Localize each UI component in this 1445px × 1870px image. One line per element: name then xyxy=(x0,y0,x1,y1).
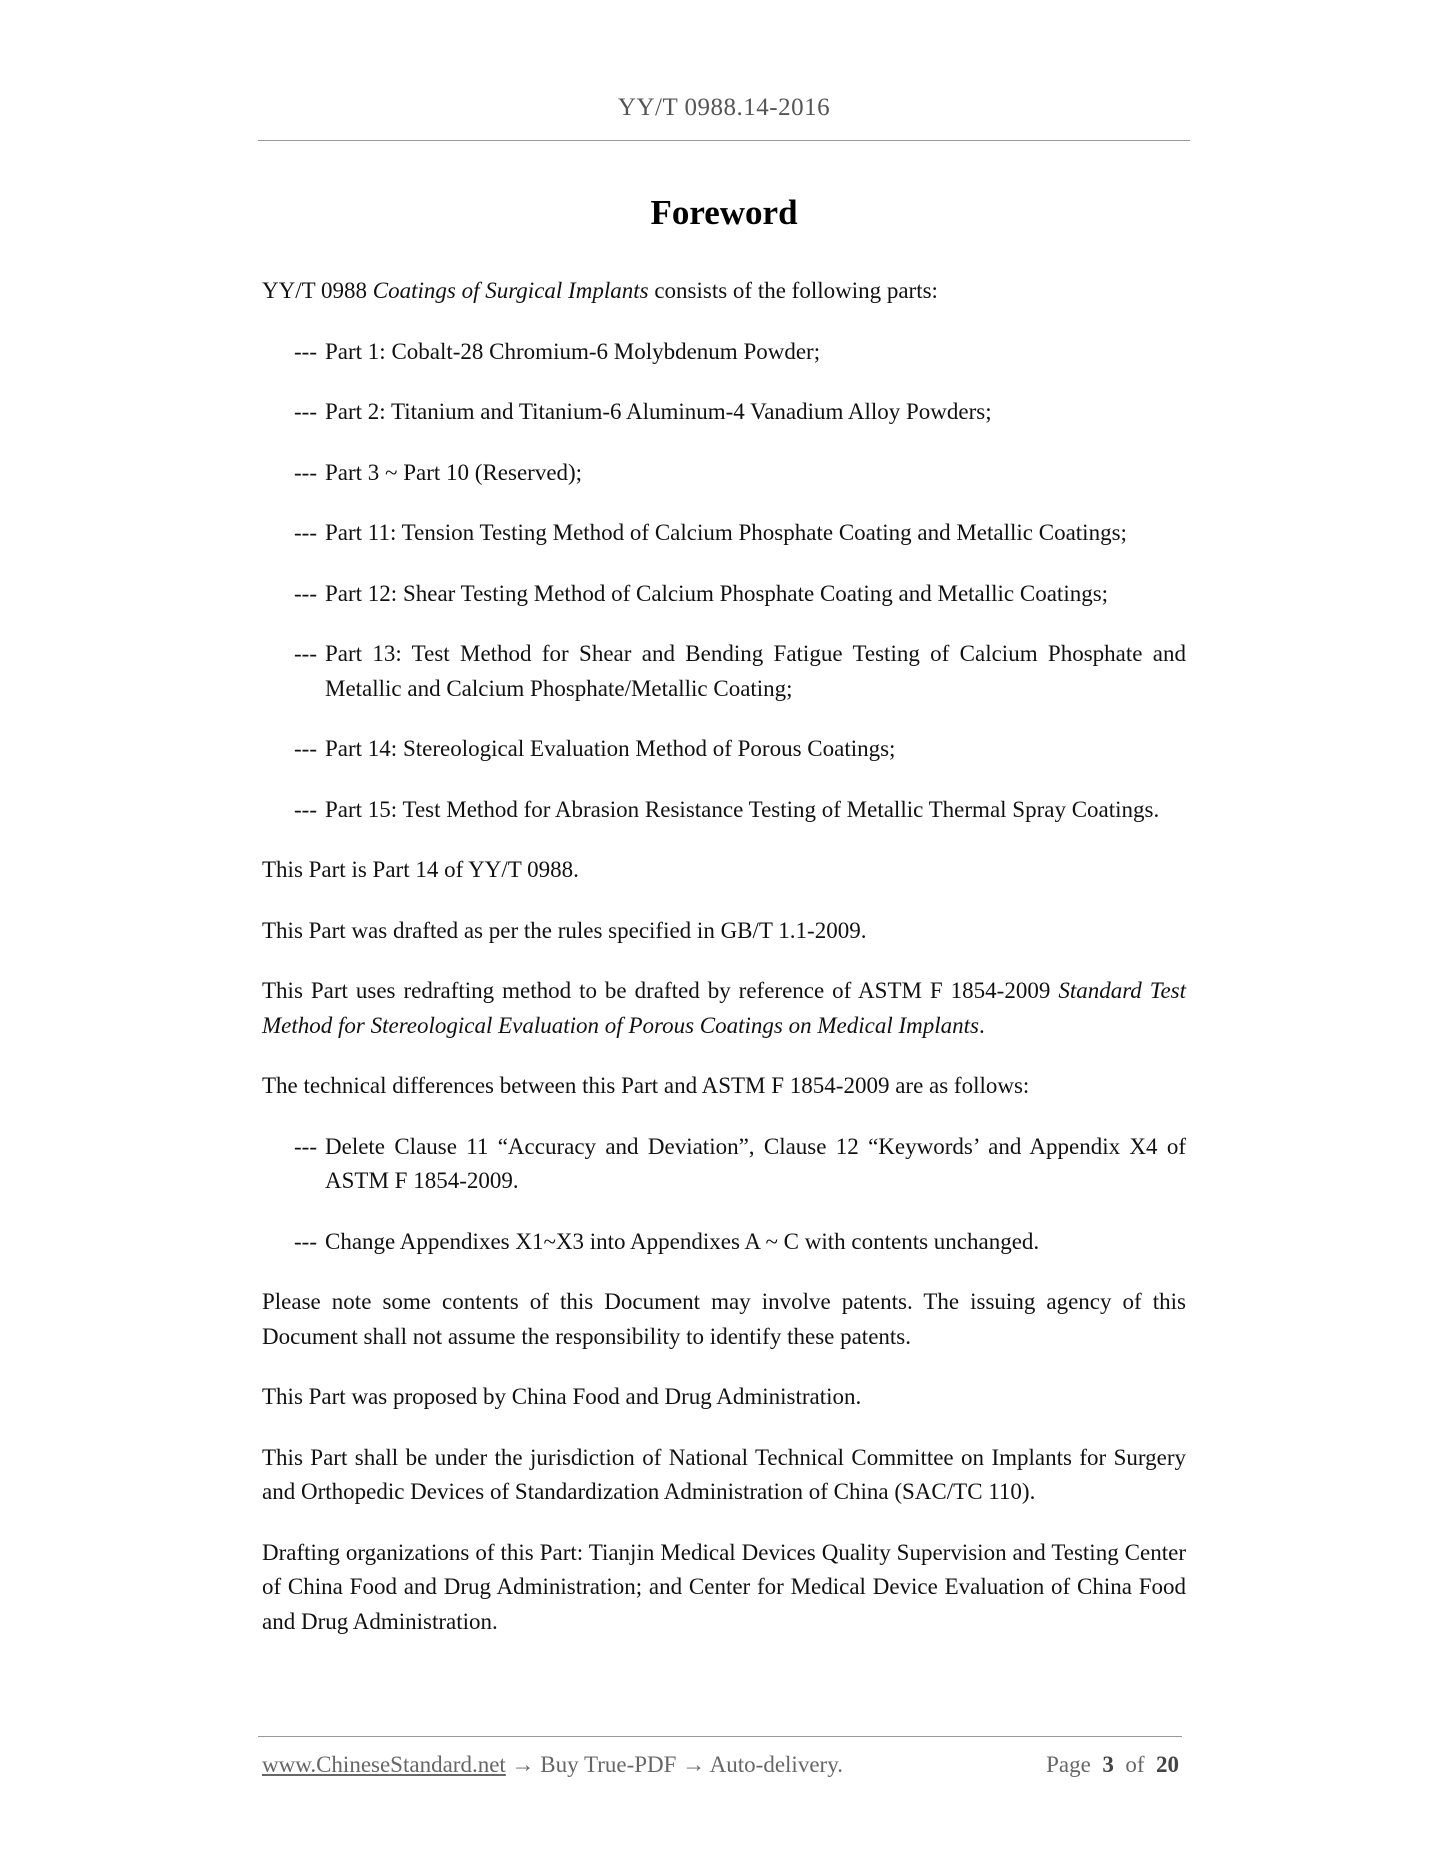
list-item xyxy=(294,793,1186,828)
delivery-text: Auto-delivery. xyxy=(709,1752,843,1777)
list-item xyxy=(294,395,1186,430)
document-body xyxy=(262,274,1186,1665)
list-dash: --- xyxy=(294,796,317,822)
arrow-icon: → xyxy=(682,1752,706,1777)
of-label: of xyxy=(1125,1752,1145,1777)
list-item xyxy=(294,516,1186,551)
arrow-icon: → xyxy=(511,1752,535,1777)
list-item-text: Part 3 ~ Part 10 (Reserved); xyxy=(325,459,583,485)
list-dash: --- xyxy=(294,1228,317,1254)
drafting-orgs-paragraph: Drafting organizations of this Part: Tianjin Medical Devices Quality Supervision and Testing Center of China Food and Drug Administration; and Center for Medical Device Evaluation of China Food and Drug Administration. xyxy=(262,1539,1186,1634)
list-item-text: Delete Clause 11 “Accuracy and Deviation”, Clause 12 “Keywords’ and Appendix X4 of ASTM F 1854-2009. xyxy=(325,1133,1186,1193)
list-dash: --- xyxy=(294,338,317,364)
list-dash: --- xyxy=(294,736,317,761)
list-item xyxy=(294,1130,1186,1199)
list-dash: --- xyxy=(294,459,317,485)
list-dash: --- xyxy=(294,641,317,666)
page-total: 20 xyxy=(1156,1752,1179,1777)
jurisdiction-paragraph: This Part shall be under the jurisdiction of National Technical Committee on Implants for Surgery and Orthopedic Devices of Standardization Administration of China (SAC/TC 110). xyxy=(262,1444,1186,1504)
footer-promo xyxy=(262,1752,843,1778)
intro-paragraph xyxy=(262,274,1186,309)
part-of-paragraph: This Part is Part 14 of YY/T 0988. xyxy=(262,857,579,882)
drafted-rules-paragraph: This Part was drafted as per the rules specified in GB/T 1.1-2009. xyxy=(262,917,867,943)
redraft-italic-title: Standard Test Method for Stereological Evaluation of Porous Coatings on Medical Implants xyxy=(262,978,1187,1038)
intro-suffix: consists of the following parts: xyxy=(648,278,938,303)
list-item xyxy=(294,637,1186,706)
list-item xyxy=(294,335,1186,370)
intro-prefix: YY/T 0988 xyxy=(262,278,373,303)
page-label: Page xyxy=(1046,1752,1091,1777)
footer-divider xyxy=(258,1736,1182,1737)
parts-list xyxy=(262,335,1186,828)
list-item-text: Part 13: Test Method for Shear and Bending Fatigue Testing of Calcium Phosphate and Metallic and Calcium Phosphate/Metallic Coating; xyxy=(325,641,1186,701)
redraft-paragraph xyxy=(262,974,1186,1043)
list-item-text: Part 14: Stereological Evaluation Method of Porous Coatings; xyxy=(325,736,896,761)
list-item-text: Part 12: Shear Testing Method of Calcium Phosphate Coating and Metallic Coatings; xyxy=(325,580,1109,606)
list-item xyxy=(294,1225,1186,1260)
list-item-text: Part 11: Tension Testing Method of Calcium Phosphate Coating and Metallic Coatings; xyxy=(325,520,1127,545)
header-divider xyxy=(258,140,1190,141)
list-item xyxy=(294,732,1186,767)
site-link[interactable]: www.ChineseStandard.net xyxy=(262,1752,506,1777)
list-item xyxy=(294,456,1186,491)
differences-list xyxy=(262,1130,1186,1260)
page-number-indicator xyxy=(1046,1752,1179,1778)
buy-text: Buy True-PDF xyxy=(540,1752,677,1777)
header-doc-id: YY/T 0988.14-2016 xyxy=(617,94,831,121)
list-item-text: Part 2: Titanium and Titanium-6 Aluminum-4 Vanadium Alloy Powders; xyxy=(325,399,992,424)
intro-italic-title: Coatings of Surgical Implants xyxy=(372,278,649,303)
list-dash: --- xyxy=(294,1133,317,1159)
redraft-prefix: This Part uses redrafting method to be drafted by reference of ASTM F 1854-2009 xyxy=(262,978,1059,1003)
list-dash: --- xyxy=(294,399,317,424)
patents-paragraph: Please note some contents of this Document may involve patents. The issuing agency of this Document shall not assume the responsibility to identify these patents. xyxy=(262,1289,1186,1349)
list-dash: --- xyxy=(294,520,317,545)
page-title: Foreword xyxy=(650,193,798,232)
list-item xyxy=(294,577,1186,612)
list-dash: --- xyxy=(294,580,317,606)
differences-paragraph: The technical differences between this Part and ASTM F 1854-2009 are as follows: xyxy=(262,1073,1030,1098)
proposed-paragraph: This Part was proposed by China Food and Drug Administration. xyxy=(262,1384,862,1409)
page-number: 3 xyxy=(1102,1752,1114,1777)
list-item-text: Part 15: Test Method for Abrasion Resistance Testing of Metallic Thermal Spray Coatings. xyxy=(325,796,1160,822)
list-item-text: Part 1: Cobalt-28 Chromium-6 Molybdenum Powder; xyxy=(325,338,821,364)
redraft-suffix: . xyxy=(978,1012,985,1038)
list-item-text: Change Appendixes X1~X3 into Appendixes A ~ C with contents unchanged. xyxy=(325,1228,1040,1254)
